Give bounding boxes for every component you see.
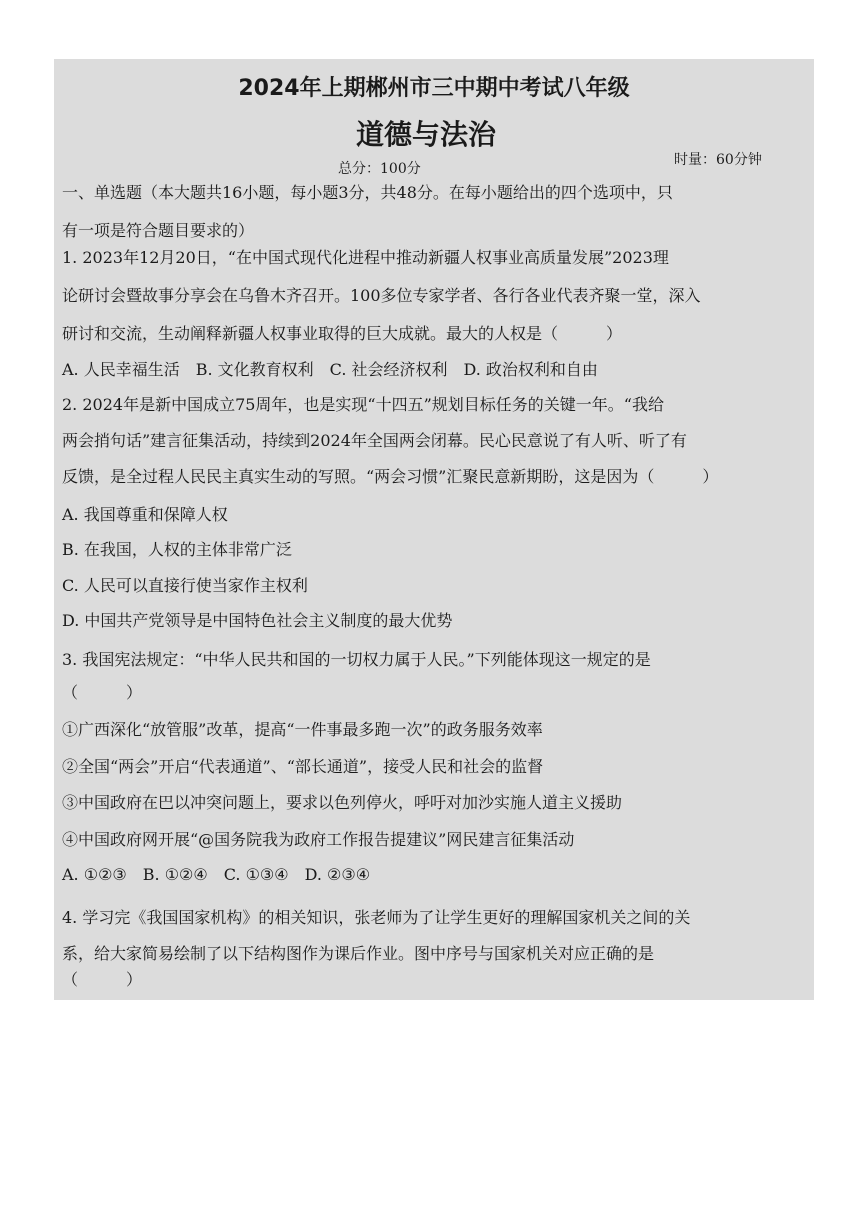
q3-item-4: ④中国政府网开展“@国务院我为政府工作报告提建议”网民建言征集活动 (62, 830, 575, 849)
exam-title: 2024年上期郴州市三中期中考试八年级 (238, 76, 630, 101)
q3-options: A. ①②③ B. ①②④ C. ①③④ D. ②③④ (62, 865, 371, 884)
section-heading-line-2: 有一项是符合题目要求的） (62, 221, 255, 240)
q3-line-2: （ ） (62, 683, 143, 702)
time-limit: 时量：60分钟 (674, 152, 762, 168)
q4-line-1: 4. 学习完《我国国家机构》的相关知识，张老师为了让学生更好的理解国家机关之间的关 (62, 908, 691, 927)
q2-option-c: C. 人民可以直接行使当家作主权利 (62, 576, 308, 595)
q2-option-b: B. 在我国，人权的主体非常广泛 (62, 540, 292, 559)
total-score: 总分：100分 (338, 161, 421, 177)
section-heading-line-1: 一、单选题（本大题共16小题，每小题3分，共48分。在每小题给出的四个选项中，只 (62, 183, 673, 202)
q2-line-2: 两会捎句话”建言征集活动，持续到2024年全国两会闭幕。民心民意说了有人听、听了有 (62, 431, 687, 450)
q3-line-1: 3. 我国宪法规定：“中华人民共和国的一切权力属于人民。”下列能体现这一规定的是 (62, 650, 651, 669)
exam-subject: 道德与法治 (355, 118, 496, 151)
q4-line-2: 系，给大家简易绘制了以下结构图作为课后作业。图中序号与国家机关对应正确的是 (62, 944, 655, 963)
q2-line-1: 2. 2024年是新中国成立75周年，也是实现“十四五”规划目标任务的关键一年。“我给 (62, 395, 664, 414)
q2-option-a: A. 我国尊重和保障人权 (62, 505, 228, 524)
q3-item-2: ②全国“两会”开启“代表通道”、“部长通道”，接受人民和社会的监督 (62, 757, 544, 776)
q1-options: A. 人民幸福生活 B. 文化教育权利 C. 社会经济权利 D. 政治权利和自由 (62, 360, 598, 379)
q2-option-d: D. 中国共产党领导是中国特色社会主义制度的最大优势 (62, 611, 453, 630)
q2-line-3: 反馈，是全过程人民民主真实生动的写照。“两会习惯”汇聚民意新期盼，这是因为（ ） (62, 467, 719, 486)
q4-line-3: （ ） (62, 970, 143, 989)
scanned-exam-sheet (54, 59, 814, 1000)
q1-line-2: 论研讨会暨故事分享会在乌鲁木齐召开。100多位专家学者、各行各业代表齐聚一堂，深入 (62, 286, 701, 305)
q1-line-3: 研讨和交流，生动阐释新疆人权事业取得的巨大成就。最大的人权是（ ） (62, 324, 623, 343)
q3-item-1: ①广西深化“放管服”改革，提高“一件事最多跑一次”的政务服务效率 (62, 720, 543, 739)
q3-item-3: ③中国政府在巴以冲突问题上，要求以色列停火，呼吁对加沙实施人道主义援助 (62, 793, 623, 812)
q1-line-1: 1. 2023年12月20日，“在中国式现代化进程中推动新疆人权事业高质量发展”2023理 (62, 248, 669, 267)
